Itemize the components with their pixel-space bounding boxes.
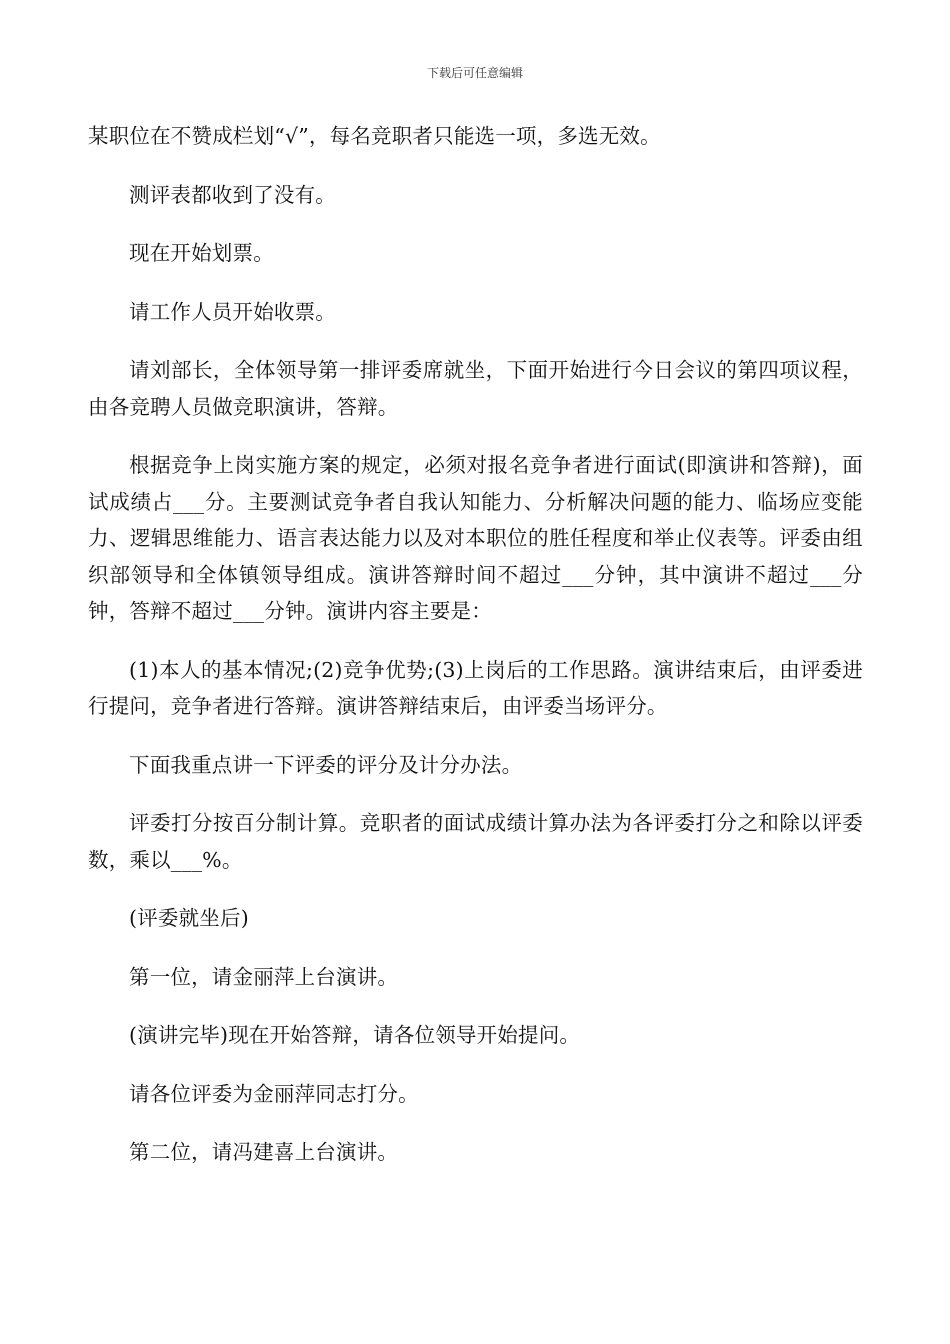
paragraph: 评委打分按百分制计算。竞职者的面试成绩计算办法为各评委打分之和除以评委数，乘以___%。 xyxy=(88,811,863,872)
document-body xyxy=(88,118,863,1193)
paragraph: 请各位评委为金丽萍同志打分。 xyxy=(129,1081,419,1106)
paragraph: 第二位，请冯建喜上台演讲。 xyxy=(129,1140,399,1164)
paragraph: 某职位在不赞成栏划“√”，每名竞职者只能选一项，多选无效。 xyxy=(88,124,661,148)
paragraph: (演讲完毕)现在开始答辩，请各位领导开始提问。 xyxy=(129,1023,581,1047)
paragraph: 请刘部长，全体领导第一排评委席就坐，下面开始进行今日会议的第四项议程，由各竞聘人员做竞职演讲，答辩。 xyxy=(88,358,863,419)
paragraph: 下面我重点讲一下评委的评分及计分办法。 xyxy=(129,752,523,777)
paragraph: (1)本人的基本情况;(2)竞争优势;(3)上岗后的工作思路。演讲结束后，由评委进行提问，竞争者进行答辩。演讲答辩结束后，由评委当场评分。 xyxy=(88,657,863,718)
page-header: 下载后可任意编辑 xyxy=(426,66,523,80)
paragraph: 现在开始划票。 xyxy=(129,241,274,265)
paragraph: 测评表都收到了没有。 xyxy=(129,182,336,207)
paragraph: 请工作人员开始收票。 xyxy=(129,299,336,324)
paragraph: (评委就坐后) xyxy=(129,906,249,930)
paragraph: 第一位，请金丽萍上台演讲。 xyxy=(129,964,399,989)
paragraph: 根据竞争上岗实施方案的规定，必须对报名竞争者进行面试(即演讲和答辩)，面试成绩占___分。主要测试竞争者自我认知能力、分析解决问题的能力、临场应变能力、逻辑思维能力、语言表达能力以及对本职位的胜任程度和举止仪表等。评委由组织部领导和全体镇领导组成。演讲答辩时间不超过___分钟，其中演讲不超过___分钟，答辩不超过___分钟。演讲内容主要是： xyxy=(88,453,863,623)
